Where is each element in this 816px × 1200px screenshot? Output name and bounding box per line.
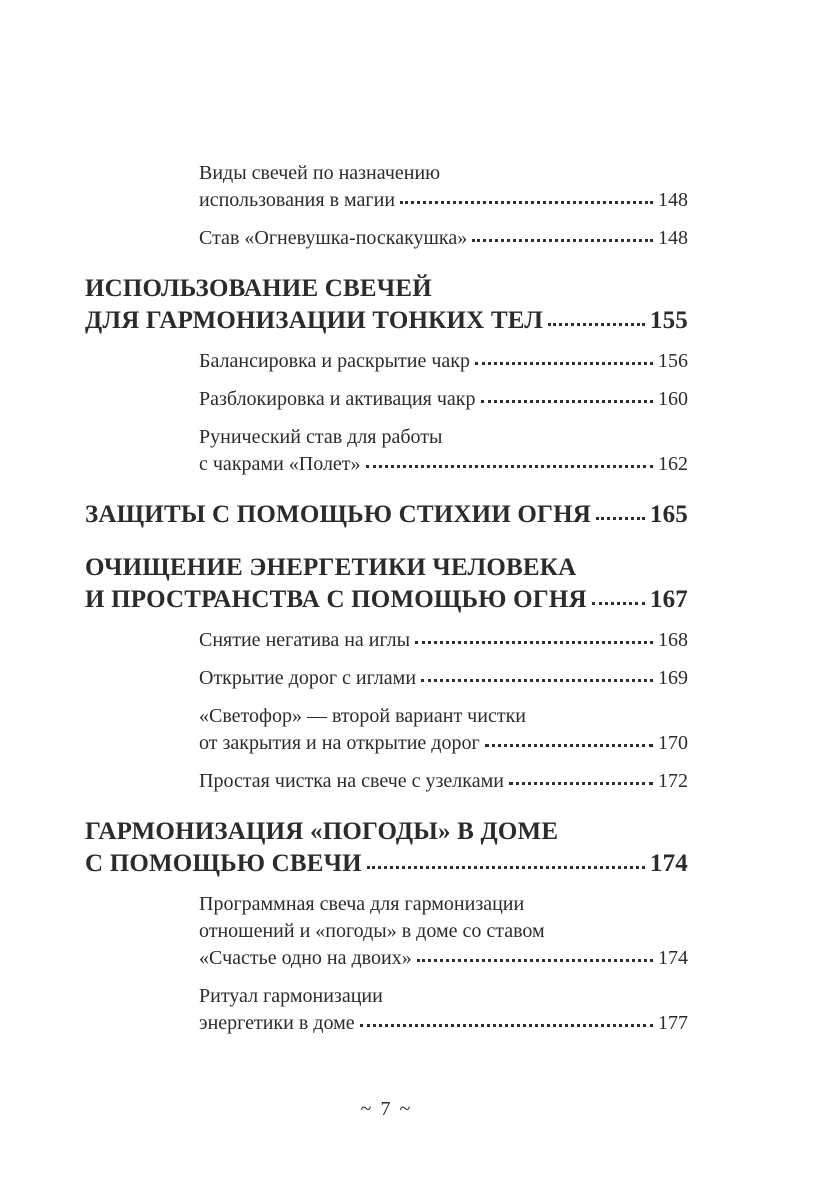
toc-entry-title: использования в магии <box>199 189 396 211</box>
table-of-contents <box>85 160 688 1037</box>
page-ref: 174 <box>649 850 688 877</box>
dotted-leader <box>592 602 645 605</box>
toc-entry-line: ОЧИЩЕНИЕ ЭНЕРГЕТИКИ ЧЕЛОВЕКА <box>85 554 577 581</box>
toc-entry-line: отношений и «погоды» в доме со ставом <box>199 920 545 942</box>
dotted-leader <box>475 362 653 365</box>
toc-entry-title: с чакрами «Полет» <box>199 453 361 475</box>
toc-entry <box>85 983 688 1037</box>
toc-entry-title: Балансировка и раскрытие чакр <box>199 350 470 372</box>
dotted-leader <box>400 201 653 204</box>
toc-entry <box>85 768 688 795</box>
page-ref: 148 <box>658 227 688 249</box>
toc-entry-line: «Светофор» — второй вариант чистки <box>199 705 526 727</box>
toc-entry <box>85 499 688 531</box>
toc-entry-title: Разблокировка и активация чакр <box>199 388 476 410</box>
toc-entry-title: от закрытия и на открытие дорог <box>199 732 480 754</box>
toc-entry-title: «Счастье одно на двоих» <box>199 947 412 969</box>
page-number: ~ 7 ~ <box>360 1098 413 1120</box>
toc-entry-line: ИСПОЛЬЗОВАНИЕ СВЕЧЕЙ <box>85 275 432 302</box>
toc-entry <box>85 273 688 337</box>
toc-entry-title: ЗАЩИТЫ С ПОМОЩЬЮ СТИХИИ ОГНЯ <box>85 501 592 528</box>
toc-entry-line: Программная свеча для гармонизации <box>199 893 525 915</box>
page-footer <box>85 1098 688 1121</box>
toc-entry <box>85 424 688 478</box>
dotted-leader <box>548 323 645 326</box>
toc-entry <box>85 703 688 757</box>
dotted-leader <box>366 465 653 468</box>
toc-entry <box>85 160 688 214</box>
dotted-leader <box>481 400 653 403</box>
page-ref: 172 <box>658 770 688 792</box>
toc-entry <box>85 348 688 375</box>
dotted-leader <box>509 782 653 785</box>
page-ref: 148 <box>658 189 688 211</box>
toc-entry <box>85 552 688 616</box>
dotted-leader <box>472 239 653 242</box>
toc-entry-line: Ритуал гармонизации <box>199 985 383 1007</box>
toc-entry-line: Рунический став для работы <box>199 426 443 448</box>
dotted-leader <box>360 1024 653 1027</box>
toc-entry-title: Простая чистка на свече с узелками <box>199 770 504 792</box>
toc-entry <box>85 891 688 972</box>
page-ref: 160 <box>658 388 688 410</box>
page-ref: 165 <box>649 501 688 528</box>
page-ref: 162 <box>658 453 688 475</box>
toc-entry-title: Снятие негатива на иглы <box>199 629 411 651</box>
toc-entry-title: ДЛЯ ГАРМОНИЗАЦИИ ТОНКИХ ТЕЛ <box>85 307 544 334</box>
page-ref: 168 <box>658 629 688 651</box>
toc-entry-title: энергетики в доме <box>199 1012 355 1034</box>
toc-entry <box>85 627 688 654</box>
toc-entry <box>85 816 688 880</box>
toc-entry <box>85 386 688 413</box>
page-ref: 174 <box>658 947 688 969</box>
toc-entry <box>85 225 688 252</box>
dotted-leader <box>596 517 645 520</box>
toc-entry-title: Открытие дорог с иглами <box>199 667 417 689</box>
toc-entry <box>85 665 688 692</box>
toc-entry-title: И ПРОСТРАНСТВА С ПОМОЩЬЮ ОГНЯ <box>85 586 587 613</box>
page-ref: 167 <box>649 586 688 613</box>
dotted-leader <box>415 641 653 644</box>
page-ref: 169 <box>658 667 688 689</box>
toc-entry-line: Виды свечей по назначению <box>199 162 441 184</box>
toc-entry-title: С ПОМОЩЬЮ СВЕЧИ <box>85 850 362 877</box>
toc-entry-line: ГАРМОНИЗАЦИЯ «ПОГОДЫ» В ДОМЕ <box>85 818 559 845</box>
page-ref: 156 <box>658 350 688 372</box>
dotted-leader <box>417 959 653 962</box>
page-ref: 177 <box>658 1012 688 1034</box>
dotted-leader <box>421 679 653 682</box>
dotted-leader <box>367 866 645 869</box>
toc-entry-title: Став «Огневушка-поскакушка» <box>199 227 468 249</box>
page-ref: 155 <box>649 307 688 334</box>
dotted-leader <box>485 744 653 747</box>
page-ref: 170 <box>658 732 688 754</box>
